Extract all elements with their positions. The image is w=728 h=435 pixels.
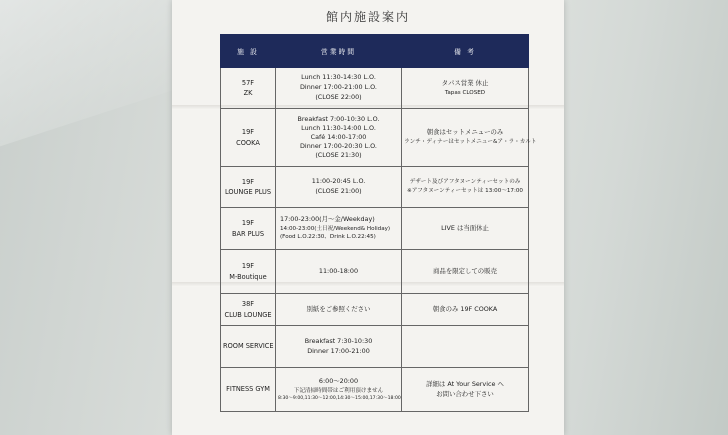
hours-line: Dinner 17:00-21:00 <box>307 346 370 355</box>
header-hours: 営業時間 <box>276 35 402 68</box>
notes-cell <box>402 208 529 250</box>
notes-line: タパス営業 休止 <box>441 78 489 87</box>
hours-line: (CLOSE 22:00) <box>315 92 362 101</box>
notes-line: デザート及びアフタヌーンティーセットのみ <box>409 179 521 186</box>
facility-cell <box>221 250 276 294</box>
table-row <box>221 326 529 368</box>
header-notes: 備 考 <box>402 35 529 68</box>
document-title: 館内施設案内 <box>325 10 410 24</box>
header-facility: 施 設 <box>221 35 276 68</box>
notes-line: 商品を限定しての販売 <box>433 266 497 275</box>
table-row <box>221 250 529 294</box>
notes-cell <box>402 326 529 368</box>
hours-cell <box>276 68 402 109</box>
hours-line: Breakfast 7:00-10:30 L.O. <box>297 115 380 124</box>
notes-cell <box>402 294 529 326</box>
hours-line: 17:00-23:00(月～金/Weekday) <box>280 214 375 223</box>
table-row <box>221 167 529 208</box>
table-row <box>221 109 529 167</box>
hours-line: Dinner 17:00-21:00 L.O. <box>300 83 377 92</box>
notes-cell <box>402 109 537 167</box>
table-row <box>221 368 529 412</box>
hours-cell <box>276 109 402 167</box>
facility-name: BAR PLUS <box>231 229 265 238</box>
hours-line: (Food L.O.22:30、Drink L.O.22:45) <box>280 234 376 241</box>
hours-line: (CLOSE 21:30) <box>315 150 362 159</box>
table-row <box>221 208 529 250</box>
hours-line: 別紙をご参照ください <box>306 304 371 313</box>
facility-name: CLUB LOUNGE <box>224 310 272 319</box>
notes-line: LIVE は当面休止 <box>441 223 489 232</box>
notes-line: 朝食のみ 19F COOKA <box>432 304 498 313</box>
notes-cell <box>402 68 529 109</box>
table-row <box>221 294 529 326</box>
hours-cell <box>276 294 402 326</box>
hours-line: Lunch 11:30-14:00 L.O. <box>301 124 376 133</box>
notes-line: 朝食はセットメニューのみ <box>426 128 504 137</box>
hours-cell <box>276 250 402 294</box>
table-row <box>221 68 529 109</box>
facility-floor: 19F <box>241 128 255 137</box>
facility-cell <box>221 326 276 368</box>
facility-cell <box>221 109 276 167</box>
hours-cell <box>276 368 402 412</box>
facility-cell <box>221 167 276 208</box>
notes-line: ランチ・ディナーはセットメニュー&ア・ラ・カルト <box>404 139 537 146</box>
facility-floor: 19F <box>241 262 255 271</box>
hours-line: 11:00-20:45 L.O. <box>311 177 366 186</box>
facility-floor: 19F <box>241 219 255 228</box>
notes-cell <box>402 250 529 294</box>
facility-cell <box>221 208 276 250</box>
facility-name: ROOM SERVICE <box>223 342 274 351</box>
paper-sheet <box>172 0 564 435</box>
hours-line: 下記清掃時間帯はご利用頂けません <box>293 387 384 394</box>
facility-floor: 57F <box>241 78 255 87</box>
facility-name: FITNESS GYM <box>226 385 270 394</box>
facility-table <box>220 34 537 412</box>
hours-line: 14:00-23:00(土日祝/Weekend& Holiday) <box>280 225 391 232</box>
notes-line: Tapas CLOSED <box>444 89 486 96</box>
hours-line: Dinner 17:00-20:30 L.O. <box>300 141 377 150</box>
facility-cell <box>221 294 276 326</box>
notes-cell <box>402 368 529 412</box>
hours-cell <box>276 208 402 250</box>
facility-name: COOKA <box>236 138 260 147</box>
facility-name: ZK <box>243 89 253 97</box>
facility-name: M-Boutique <box>229 272 267 281</box>
hours-line: 11:00-18:00 <box>318 266 359 275</box>
hours-line: (CLOSE 21:00) <box>315 187 362 195</box>
cleaning-times: 8:30～9:00,11:30～12:00,14:30～15:00,17:30～18:00 <box>278 396 401 402</box>
notes-line: お問い合わせ下さい <box>436 389 494 398</box>
facility-cell <box>221 368 276 412</box>
hours-line: 6:00～20:00 <box>318 376 359 385</box>
facility-floor: 19F <box>241 177 255 186</box>
table-header-row <box>221 35 529 68</box>
notes-line: ※アフタヌーンティーセットは 13:00～17:00 <box>407 188 523 194</box>
hours-line: Café 14:00-17:00 <box>310 133 367 142</box>
hours-cell <box>276 326 402 368</box>
facility-floor: 38F <box>241 300 255 309</box>
notes-cell <box>402 167 529 208</box>
hours-line: Lunch 11:30-14:30 L.O. <box>301 73 376 82</box>
facility-name: LOUNGE PLUS <box>224 188 272 196</box>
hours-line: Breakfast 7:30-10:30 <box>304 336 373 345</box>
hours-cell <box>276 167 402 208</box>
notes-line: 詳細は At Your Service へ <box>426 379 504 388</box>
facility-cell <box>221 68 276 109</box>
